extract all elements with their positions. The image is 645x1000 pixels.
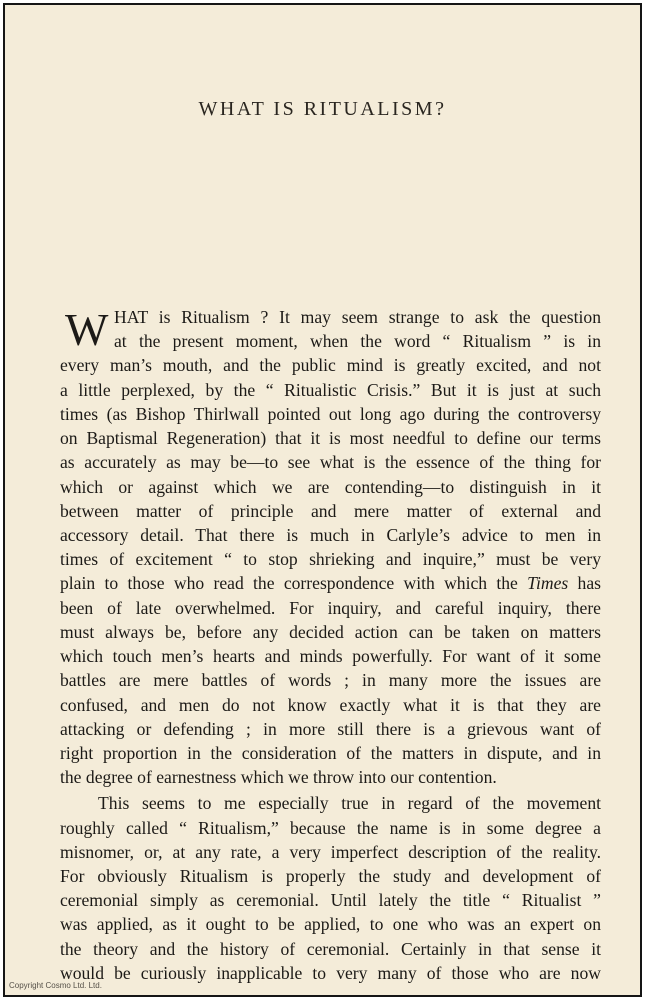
text-line: the theory and the history of ceremonial. Certainly in that sense it (60, 938, 601, 959)
text-segment: has (568, 573, 601, 594)
text-line: misnomer, or, at any rate, a very imperfect description of the reality. (60, 841, 601, 862)
italic-times: Times (527, 573, 569, 594)
text-line: right proportion in the consideration of the matters in dispute, and in (60, 742, 601, 763)
page-title: WHAT IS RITUALISM? (198, 98, 447, 120)
text-line: between matter of principle and mere matter of external and (60, 500, 601, 521)
text-line-with-italic (60, 571, 601, 595)
text-segment: plain to those who read the correspondence with which the (60, 573, 518, 594)
text-line: confused, and men do not know exactly what it is that they are (60, 694, 601, 715)
text-line: ceremonial simply as ceremonial. Until lately the title “ Ritualist ” (60, 890, 601, 911)
text-line: been of late overwhelmed. For inquiry, and careful inquiry, there (60, 597, 601, 618)
text-line: For obviously Ritualism is properly the study and development of (60, 866, 601, 887)
text-line: roughly called “ Ritualism,” because the name is in some degree a (60, 817, 601, 838)
text-line: accessory detail. That there is much in Carlyle’s advice to men in (60, 524, 601, 545)
text-line: battles are mere battles of words ; in many more the issues are (60, 670, 601, 691)
text-line: at the present moment, when the word “ Ritualism ” is in (114, 331, 601, 352)
text-line: would be curiously inapplicable to very many of those who are now (60, 962, 601, 983)
text-line: which or against which we are contending—to distinguish in it (60, 476, 601, 497)
text-segment: This seems to me especially true in regard of the movement (98, 793, 601, 814)
drop-cap: W (65, 304, 109, 355)
text-line: a little perplexed, by the “ Ritualistic Crisis.” But it is just at such (60, 379, 601, 400)
text-line: must always be, before any decided action can be taken on matters (60, 621, 601, 642)
copyright-watermark: Copyright Cosmo Ltd. Ltd. (9, 981, 102, 990)
text-line: on Baptismal Regeneration) that it is most needful to define our terms (60, 428, 601, 449)
document-page (3, 3, 642, 997)
article-body (60, 305, 601, 985)
text-line: times of excitement “ to stop shrieking and inquire,” must be very (60, 549, 601, 570)
text-line: was applied, as it ought to be applied, to one who was an expert on (60, 914, 601, 935)
text-line: which touch men’s hearts and minds powerfully. For want of it some (60, 646, 601, 667)
text-line: HAT is Ritualism ? It may seem strange to ask the question (114, 307, 601, 327)
text-line: every man’s mouth, and the public mind is greatly excited, and not (60, 355, 601, 376)
text-line: attacking or defending ; in more still there is a grievous want of (60, 718, 601, 739)
text-line: the degree of earnestness which we throw into our contention. (60, 767, 497, 788)
paragraph-start-line (60, 791, 601, 815)
text-line: as accurately as may be—to see what is the essence of the thing for (60, 452, 601, 473)
text-line: times (as Bishop Thirlwall pointed out long ago during the controversy (60, 403, 601, 424)
